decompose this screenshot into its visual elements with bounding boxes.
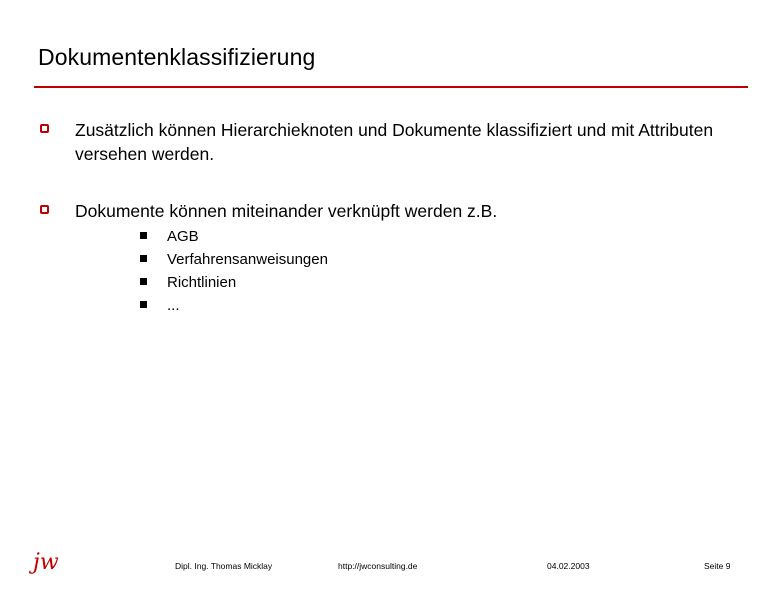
sub-bullet-text: ...	[167, 297, 180, 314]
sub-bullet-list	[140, 226, 328, 318]
sub-bullet-text: Verfahrensanweisungen	[167, 251, 328, 268]
sub-bullet-text: Richtlinien	[167, 274, 237, 291]
sub-bullet-item	[140, 272, 328, 295]
footer-date: 04.02.2003	[547, 561, 590, 571]
sub-bullet-item	[140, 295, 328, 318]
bullet-item-1	[40, 118, 740, 166]
bullet-text-1: Zusätzlich können Hierarchieknoten und Dokumente klassifiziert und mit Attributen versehen werden.	[75, 120, 714, 164]
slide-title: Dokumentenklassifizierung	[38, 44, 316, 70]
square-bullet-icon	[140, 301, 147, 308]
title-divider	[34, 86, 748, 88]
sub-bullet-item	[140, 226, 328, 249]
sub-bullet-text: AGB	[167, 228, 199, 245]
bullet-text-2: Dokumente können miteinander verknüpft werden z.B.	[75, 201, 498, 221]
sub-bullet-item	[140, 249, 328, 272]
footer-url: http://jwconsulting.de	[338, 561, 418, 571]
checkbox-bullet-icon	[40, 205, 49, 214]
checkbox-bullet-icon	[40, 124, 49, 133]
square-bullet-icon	[140, 278, 147, 285]
footer-author: Dipl. Ing. Thomas Micklay	[175, 561, 273, 571]
square-bullet-icon	[140, 255, 147, 262]
square-bullet-icon	[140, 232, 147, 239]
bullet-item-2	[40, 199, 740, 223]
footer-page-number: Seite 9	[704, 561, 731, 571]
jw-logo: jw	[33, 550, 59, 575]
